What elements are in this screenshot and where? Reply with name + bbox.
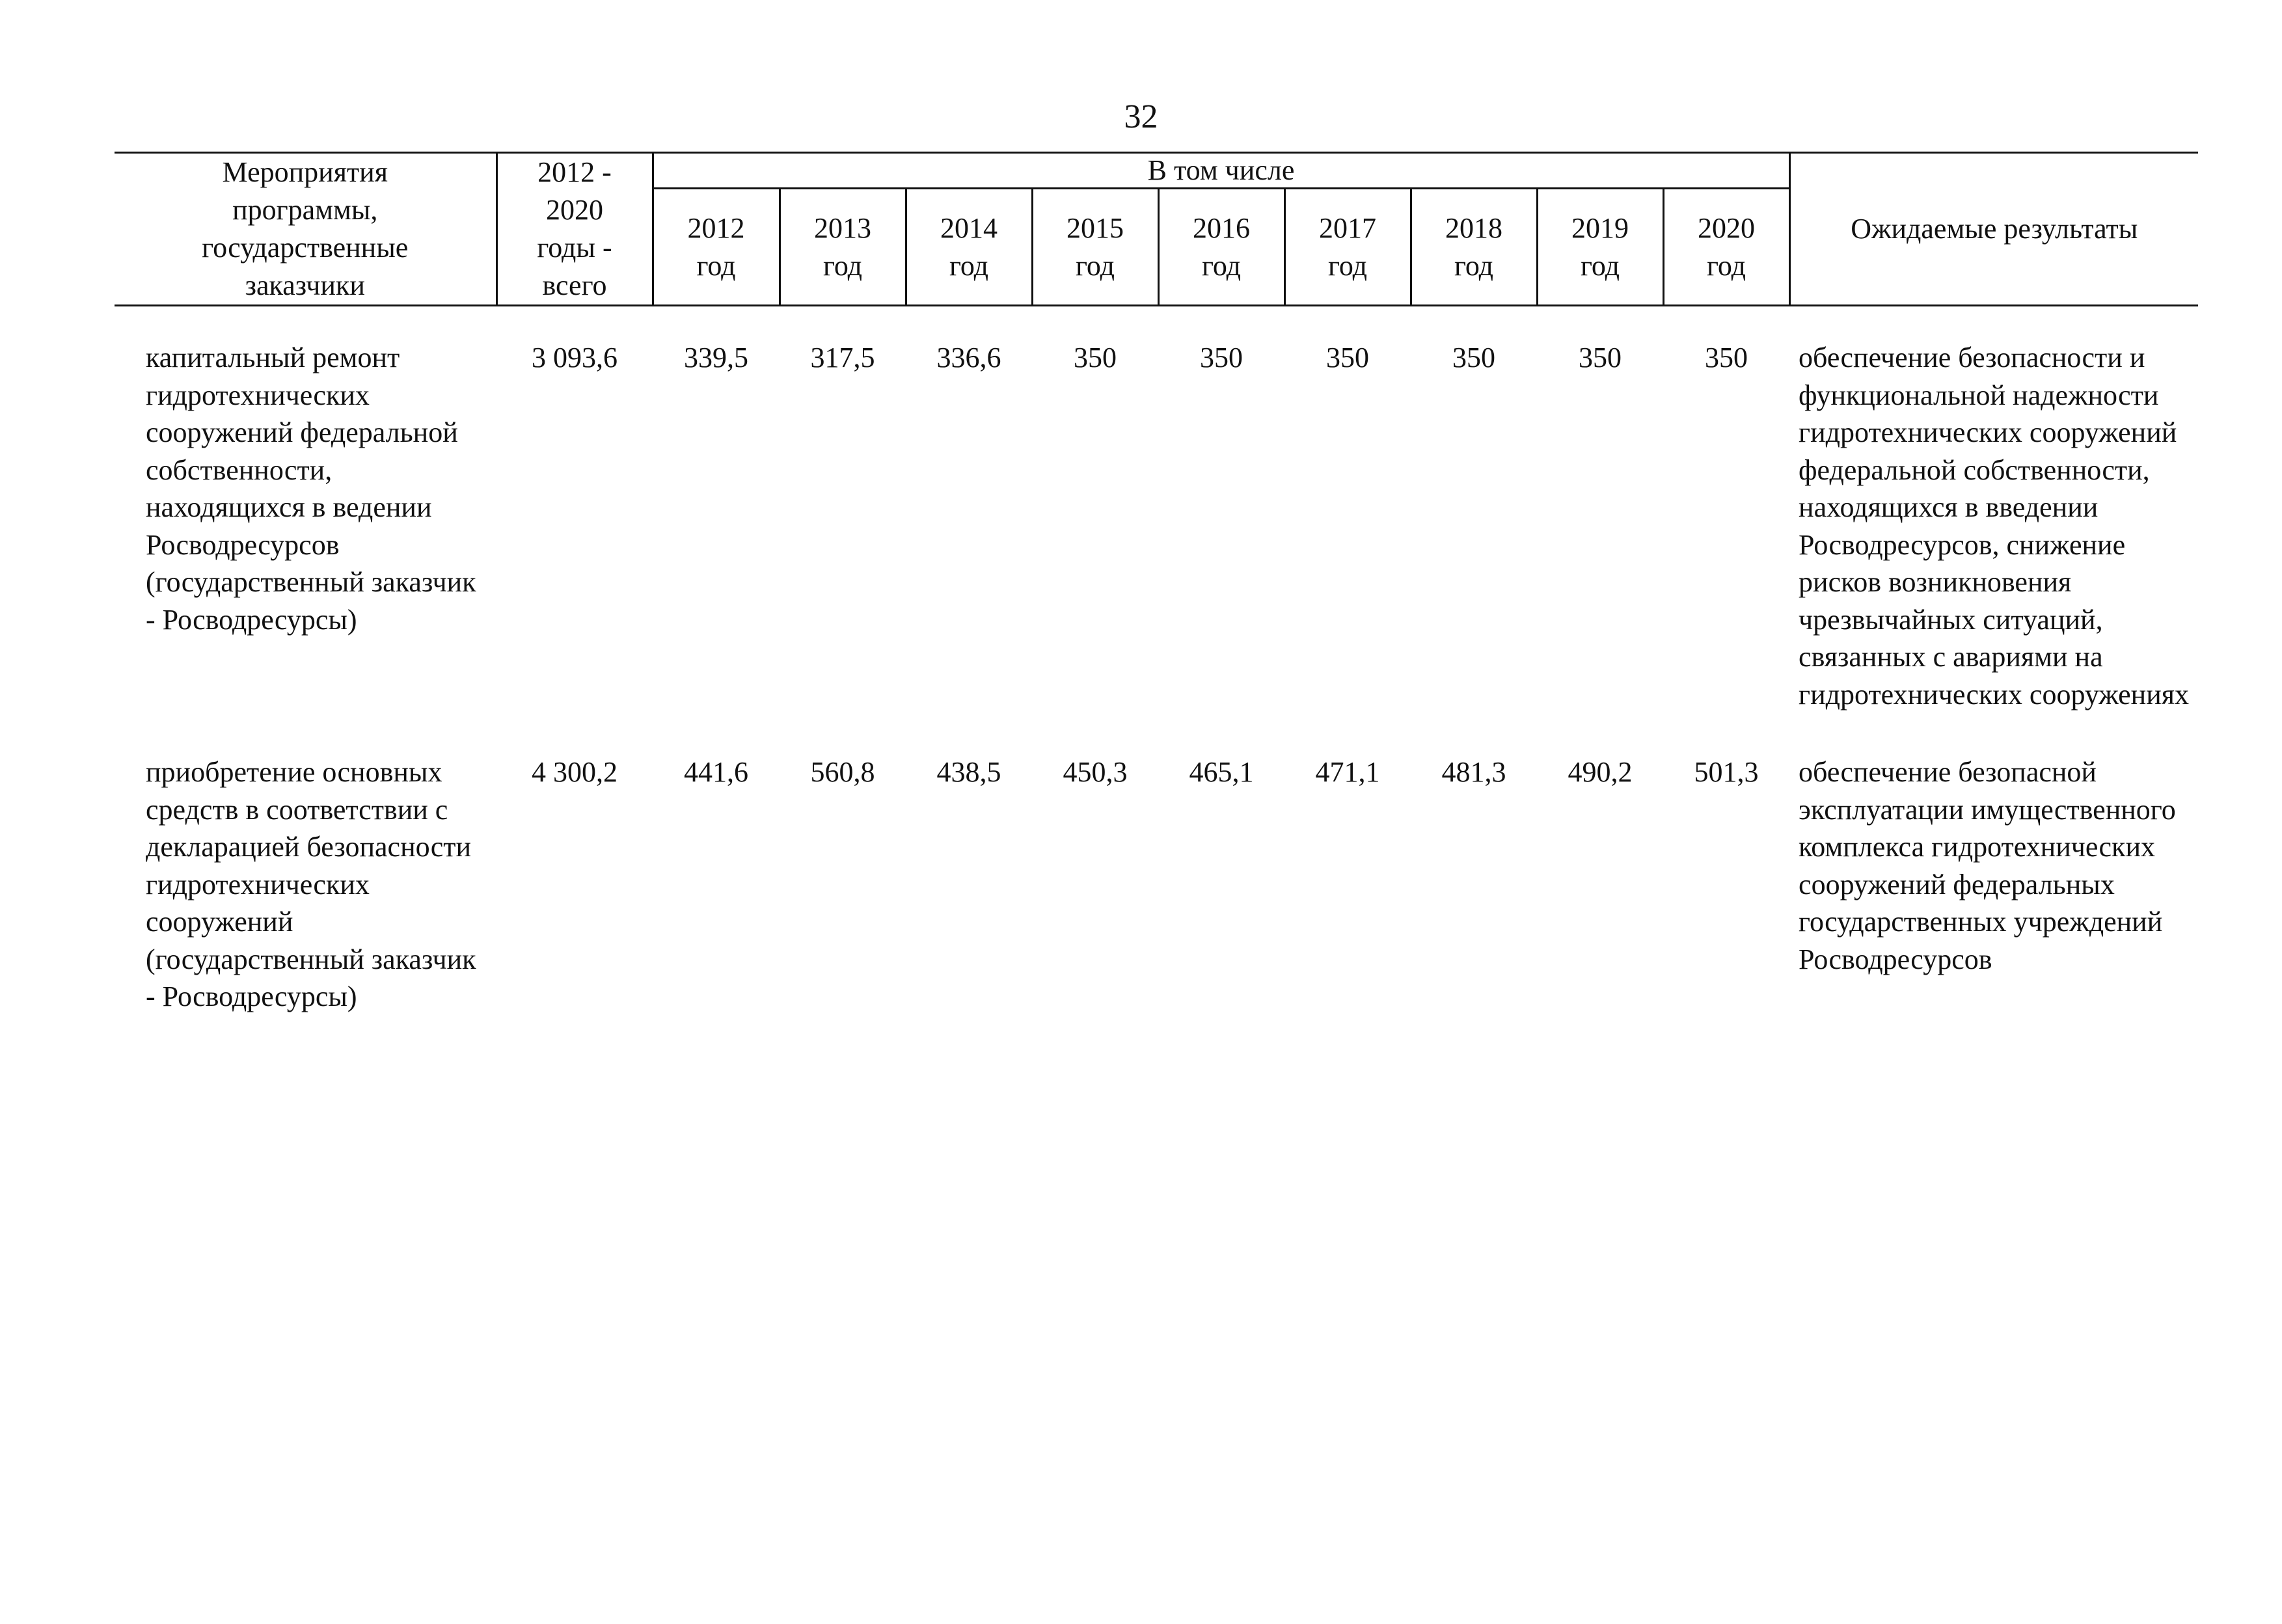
- value-2015: 350: [1074, 342, 1117, 373]
- value-2013: 560,8: [810, 756, 875, 788]
- header-year-2013: 2013 год: [780, 189, 906, 306]
- value-2017: 471,1: [1315, 756, 1380, 788]
- value-2016: 465,1: [1189, 756, 1254, 788]
- value-2019: 490,2: [1568, 756, 1633, 788]
- header-year-2017: 2017 год: [1284, 189, 1411, 306]
- total-value: 4 300,2: [532, 756, 618, 788]
- expected-result: обеспечение безопасности и функциональной надежности гидротехнических сооружений федеральной собственности, находящихся в введении Росводресурсов, снижение рисков возникновения чрезвычайных ситуаций, связанных с авариями на гидротехнических сооружениях: [1799, 342, 2189, 710]
- header-year-2012: 2012 год: [653, 189, 780, 306]
- value-2017: 350: [1326, 342, 1369, 373]
- header-including: В том числе: [653, 153, 1789, 189]
- value-2014: 336,6: [936, 342, 1001, 373]
- value-2020: 350: [1705, 342, 1748, 373]
- table-row: [115, 339, 2198, 713]
- value-2018: 350: [1452, 342, 1495, 373]
- header-year-2016: 2016 год: [1158, 189, 1284, 306]
- activity-name: приобретение основных средств в соответствии с декларацией безопасности гидротехнических сооружений (государственный заказчик - Росводресурсы): [146, 756, 476, 1012]
- header-year-2018: 2018 год: [1411, 189, 1537, 306]
- value-2016: 350: [1200, 342, 1243, 373]
- program-activities-table: [115, 152, 2198, 1016]
- header-year-2014: 2014 год: [906, 189, 1032, 306]
- expected-result: обеспечение безопасной эксплуатации имущественного комплекса гидротехнических сооружений федеральных государственных учреждений Росводресурсов: [1799, 756, 2176, 975]
- page-number: 32: [1124, 98, 1158, 135]
- total-value: 3 093,6: [532, 342, 618, 373]
- value-2020: 501,3: [1694, 756, 1759, 788]
- header-expected-results: Ожидаемые результаты: [1789, 153, 2198, 306]
- header-year-2020: 2020 год: [1663, 189, 1789, 306]
- table-row: [115, 753, 2198, 1016]
- value-2014: 438,5: [936, 756, 1001, 788]
- header-year-2019: 2019 год: [1537, 189, 1663, 306]
- value-2012: 339,5: [684, 342, 748, 373]
- header-year-2015: 2015 год: [1032, 189, 1158, 306]
- value-2012: 441,6: [684, 756, 748, 788]
- value-2019: 350: [1579, 342, 1622, 373]
- activity-name: капитальный ремонт гидротехнических сооружений федеральной собственности, находящихся в ведении Росводресурсов (государственный заказчик - Росводресурсы): [146, 342, 476, 636]
- value-2013: 317,5: [810, 342, 875, 373]
- value-2015: 450,3: [1063, 756, 1128, 788]
- header-total: 2012 - 2020 годы - всего: [496, 153, 653, 306]
- value-2018: 481,3: [1441, 756, 1506, 788]
- header-activities: Мероприятия программы, государственные заказчики: [115, 153, 496, 306]
